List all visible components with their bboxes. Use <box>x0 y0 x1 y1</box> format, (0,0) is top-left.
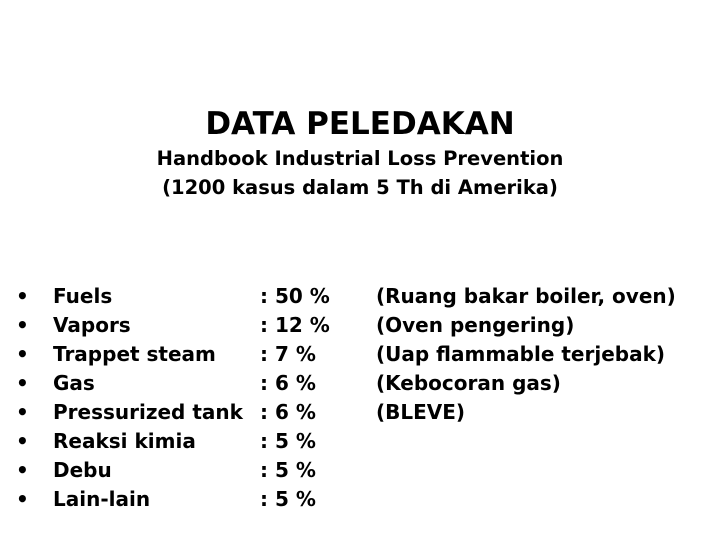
bullet-icon: • <box>16 487 29 511</box>
list-item <box>0 311 720 340</box>
subtitle-cases: (1200 kasus dalam 5 Th di Amerika) <box>162 176 558 199</box>
cause-note: (BLEVE) <box>376 400 466 424</box>
bullet-icon: • <box>16 284 29 308</box>
cause-percentage: : 5 % <box>260 458 316 482</box>
cause-name: Vapors <box>53 313 131 337</box>
cause-percentage: : 6 % <box>260 371 316 395</box>
cause-name: Gas <box>53 371 95 395</box>
bullet-icon: • <box>16 313 29 337</box>
list-item <box>0 340 720 369</box>
slide-title: DATA PELEDAKAN <box>205 106 515 142</box>
list-item <box>0 485 720 514</box>
list-item <box>0 427 720 456</box>
list-item <box>0 456 720 485</box>
cause-note: (Oven pengering) <box>376 313 575 337</box>
cause-name: Trappet steam <box>53 342 216 366</box>
bullet-icon: • <box>16 371 29 395</box>
explosion-cause-list <box>0 282 720 514</box>
cause-percentage: : 12 % <box>260 313 330 337</box>
cause-percentage: : 5 % <box>260 429 316 453</box>
bullet-icon: • <box>16 458 29 482</box>
cause-name: Reaksi kimia <box>53 429 196 453</box>
cause-name: Pressurized tank <box>53 400 243 424</box>
cause-name: Fuels <box>53 284 113 308</box>
cause-percentage: : 50 % <box>260 284 330 308</box>
cause-name: Lain-lain <box>53 487 151 511</box>
list-item <box>0 369 720 398</box>
bullet-icon: • <box>16 429 29 453</box>
list-item <box>0 398 720 427</box>
cause-note: (Ruang bakar boiler, oven) <box>376 284 676 308</box>
cause-percentage: : 5 % <box>260 487 316 511</box>
cause-note: (Uap flammable terjebak) <box>376 342 666 366</box>
cause-note: (Kebocoran gas) <box>376 371 561 395</box>
cause-percentage: : 6 % <box>260 400 316 424</box>
bullet-icon: • <box>16 342 29 366</box>
bullet-icon: • <box>16 400 29 424</box>
cause-name: Debu <box>53 458 112 482</box>
subtitle-source: Handbook Industrial Loss Prevention <box>156 147 564 170</box>
cause-percentage: : 7 % <box>260 342 316 366</box>
list-item <box>0 282 720 311</box>
